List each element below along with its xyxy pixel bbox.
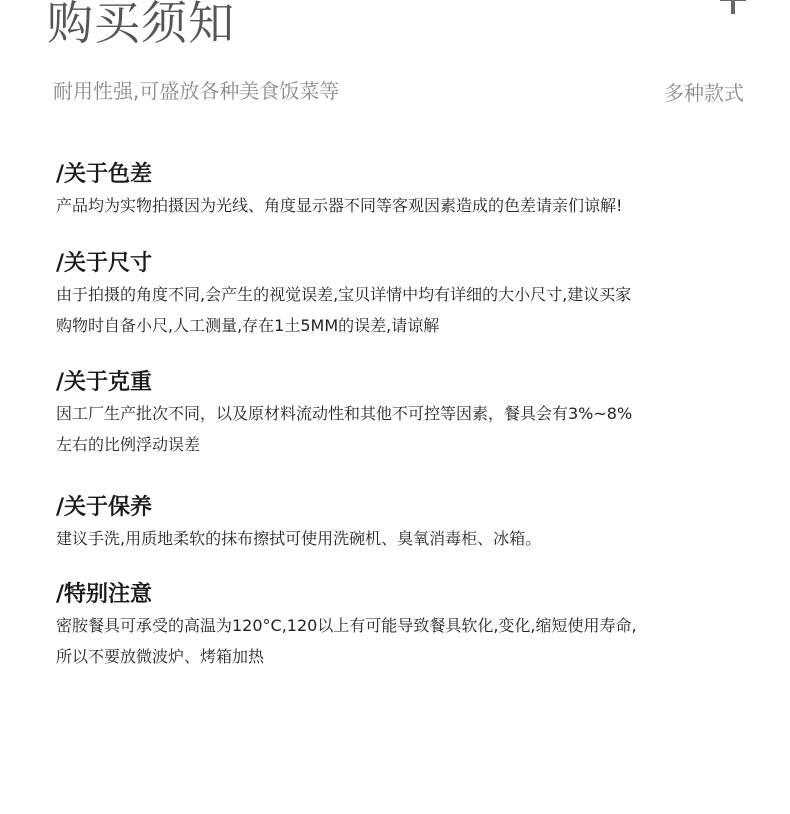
section-body <box>56 523 736 554</box>
plus-icon <box>720 0 746 14</box>
section-care <box>56 493 736 554</box>
section-body <box>56 190 736 221</box>
section-heading: /关于尺寸 <box>56 251 153 276</box>
section-heading: /特别注意 <box>56 582 153 607</box>
section-special-notice <box>56 580 736 672</box>
body-line: 因工厂生产批次不同，以及原材料流动性和其他不可控等因素，餐具会有3%~8% <box>56 404 633 423</box>
section-weight <box>56 368 736 460</box>
body-line: 由于拍摄的角度不同,会产生的视觉误差,宝贝详情中均有详细的大小尺寸,建议买家 <box>56 285 632 304</box>
subtitle: 耐用性强,可盛放各种美食饭菜等 <box>53 79 340 103</box>
section-heading: /关于保养 <box>56 495 153 520</box>
body-line: 所以不要放微波炉、烤箱加热 <box>56 647 265 666</box>
section-body <box>56 279 736 341</box>
section-color-difference <box>56 160 736 221</box>
styles-label: 多种款式 <box>664 81 744 105</box>
body-line: 购物时自备小尺,人工测量,存在1土5MM的误差,请谅解 <box>56 316 440 335</box>
body-line: 密胺餐具可承受的高温为120°C,120以上有可能导致餐具软化,变化,缩短使用寿命, <box>56 616 637 635</box>
body-line: 左右的比例浮动误差 <box>56 435 201 454</box>
section-heading: /关于色差 <box>56 162 153 187</box>
section-body <box>56 610 736 672</box>
section-body <box>56 398 736 460</box>
body-line: 产品均为实物拍摄因为光线、角度显示器不同等客观因素造成的色差请亲们谅解! <box>56 196 623 215</box>
body-line: 建议手洗,用质地柔软的抹布擦拭可使用洗碗机、臭氧消毒柜、冰箱。 <box>56 529 542 548</box>
page-title: 购买须知 <box>47 0 235 50</box>
section-size <box>56 249 736 341</box>
section-heading: /关于克重 <box>56 370 153 395</box>
